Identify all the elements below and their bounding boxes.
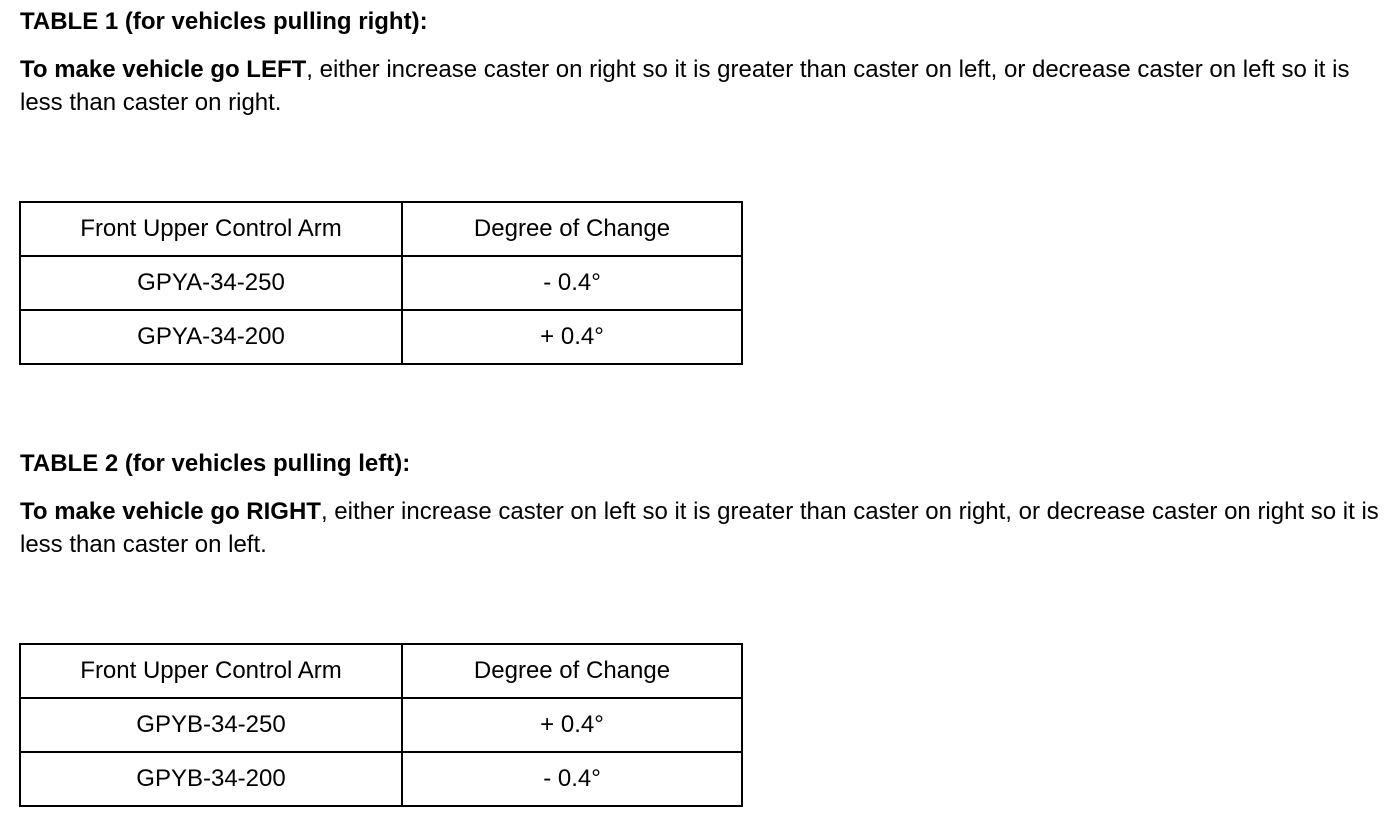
degree-change-cell: + 0.4°	[402, 310, 742, 364]
table-1-heading: TABLE 1 (for vehicles pulling right):	[20, 8, 428, 35]
table-2-instruction-emphasis: To make vehicle go RIGHT	[20, 498, 321, 525]
part-number-cell: GPYA-34-200	[20, 310, 402, 364]
part-number-cell: GPYB-34-200	[20, 752, 402, 806]
table-2-heading: TABLE 2 (for vehicles pulling left):	[20, 450, 411, 477]
degree-change-cell: - 0.4°	[402, 256, 742, 310]
table-row	[20, 698, 742, 752]
table-1-instruction-emphasis: To make vehicle go LEFT	[20, 56, 307, 83]
part-number-cell: GPYB-34-250	[20, 698, 402, 752]
table-row	[20, 752, 742, 806]
column-header: Degree of Change	[402, 644, 742, 698]
table-header-row	[20, 202, 742, 256]
table-row	[20, 310, 742, 364]
degree-change-cell: - 0.4°	[402, 752, 742, 806]
column-header: Front Upper Control Arm	[20, 644, 402, 698]
table-1	[19, 201, 743, 365]
degree-change-cell: + 0.4°	[402, 698, 742, 752]
table-row	[20, 256, 742, 310]
column-header: Front Upper Control Arm	[20, 202, 402, 256]
table-2-instruction	[20, 495, 1380, 561]
table-header-row	[20, 644, 742, 698]
table-1-instruction-text: , either increase caster on right so it is greater than caster on left, or decrease caster on left so it is less than caster on right.	[20, 56, 1350, 116]
table-2	[19, 643, 743, 807]
table-1-instruction	[20, 53, 1380, 119]
column-header: Degree of Change	[402, 202, 742, 256]
table-2-instruction-text: , either increase caster on left so it is greater than caster on right, or decrease caster on right so it is less than caster on left.	[20, 498, 1379, 558]
part-number-cell: GPYA-34-250	[20, 256, 402, 310]
